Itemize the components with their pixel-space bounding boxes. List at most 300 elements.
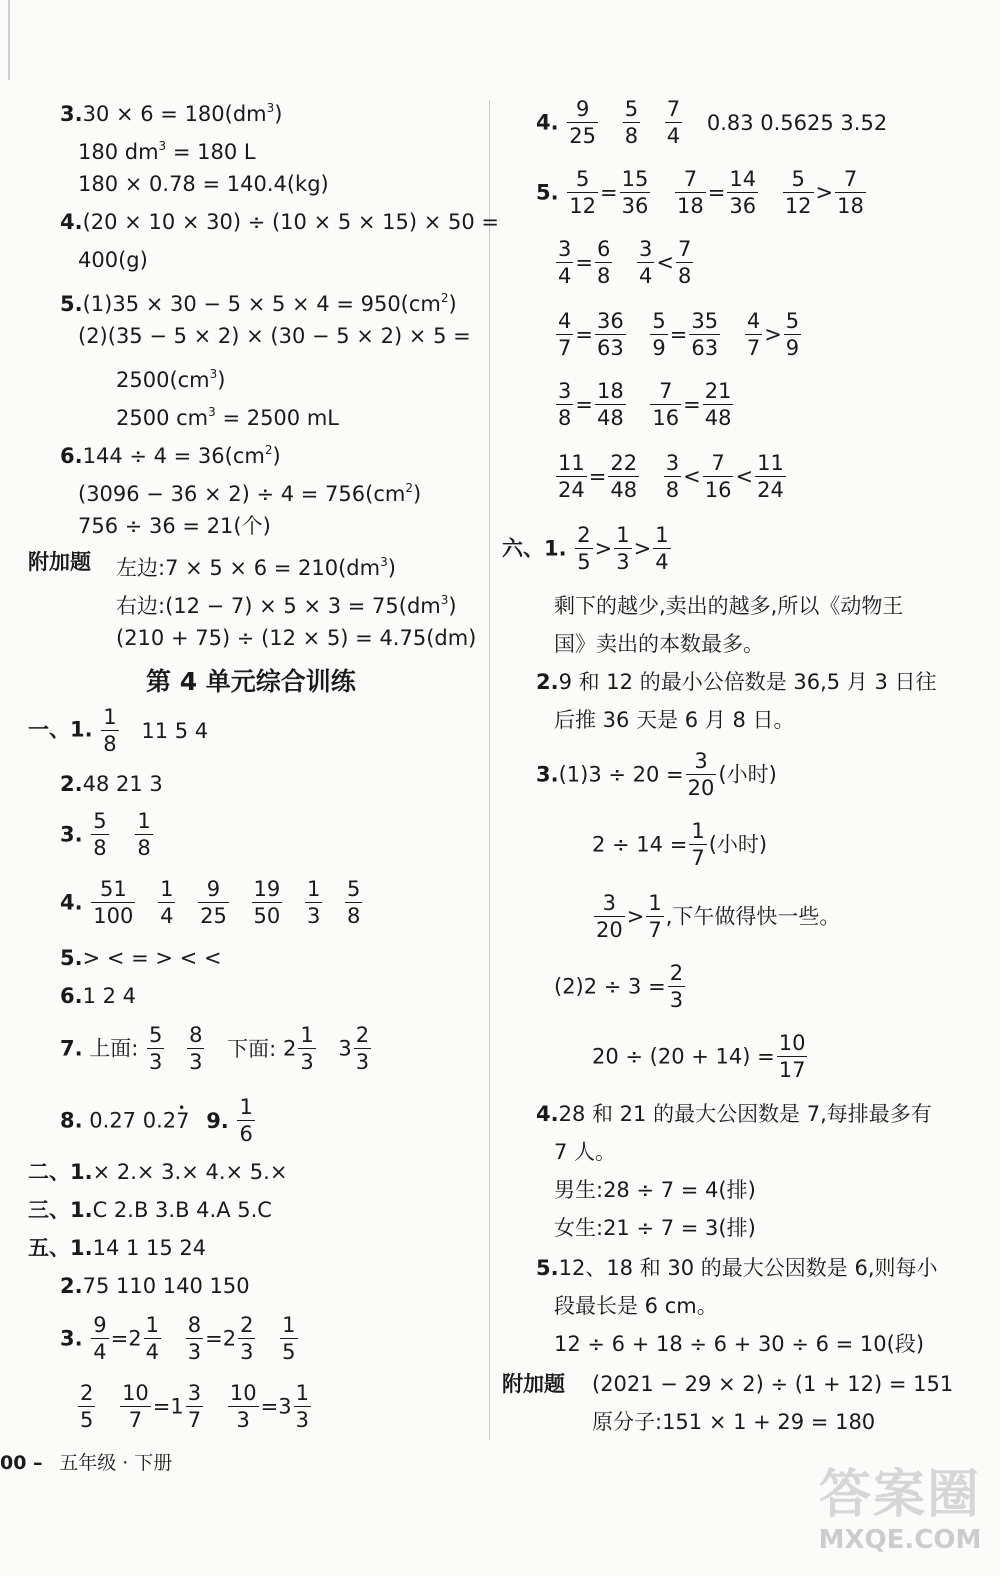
answer-text: 2 ÷ 14 = (592, 832, 688, 857)
fraction (567, 96, 598, 149)
numerator: 18 (596, 379, 624, 403)
superscript: 3 (266, 101, 275, 115)
mixed-number (128, 1312, 163, 1365)
watermark-url: MXQE.COM (818, 1525, 982, 1555)
fraction (556, 378, 573, 431)
item-number: 6. (60, 984, 83, 1008)
part-6-item-2-line-2: 后推 36 天是 6 月 8 日。 (554, 708, 795, 732)
item-number: 5. (536, 180, 559, 205)
answer-5-line-1 (60, 286, 457, 316)
answer-text: C 2.B 3.B 4.A 5.C (92, 1198, 272, 1222)
numerator: 5 (783, 166, 814, 193)
answer-r5-row-3 (554, 308, 803, 361)
mixed-number (223, 1312, 258, 1365)
denominator: 8 (93, 836, 107, 860)
item-number: 3. (536, 762, 559, 787)
answer-text: 28 和 21 的最大公因数是 7,每排最多有 (558, 1102, 932, 1126)
mixed-number (283, 1022, 318, 1075)
answer-text: (小时) (718, 762, 777, 787)
fraction (595, 378, 626, 431)
answer-r5-row-4 (554, 378, 735, 431)
equals-sign: = (575, 250, 593, 275)
numerator: 7 (666, 97, 681, 121)
answer-3-line-1 (60, 96, 282, 126)
answer-text: 30 × 6 = 180(dm (82, 102, 267, 126)
denominator: 4 (655, 550, 669, 574)
grade-label: 五年级 · 下册 (59, 1452, 173, 1474)
denominator: 4 (558, 264, 572, 288)
denominator: 4 (666, 124, 681, 148)
answer-text: 12、18 和 30 的最大公因数是 6,则每小 (558, 1256, 938, 1280)
numerator: 2 (577, 523, 591, 547)
watermark-logo: 答案圈 (818, 1465, 981, 1525)
numerator: 3 (686, 748, 717, 775)
denominator: 3 (240, 1340, 254, 1364)
numerator: 7 (835, 166, 866, 193)
fraction (703, 378, 734, 431)
denominator: 9 (785, 336, 800, 360)
column-divider (489, 100, 490, 1440)
answer-text: 180 dm (78, 140, 159, 164)
part-6-item-2-line-1 (536, 670, 937, 694)
fraction (755, 450, 786, 503)
answer-text: (小时) (708, 832, 768, 857)
fraction (623, 96, 640, 149)
superscript: 2 (264, 443, 273, 457)
part-6-item-1-text-2: 国》卖出的本数最多。 (554, 632, 764, 656)
denominator: 7 (746, 336, 761, 360)
answer-text: ) (274, 102, 283, 126)
numerator: 10 (229, 1381, 257, 1405)
part-1-item-1 (28, 704, 208, 757)
bonus-right-line-2: 原分子:151 × 1 + 29 = 180 (592, 1410, 876, 1434)
numerator: 14 (729, 167, 757, 191)
denominator: 18 (677, 194, 704, 218)
numerator: 2 (669, 961, 684, 985)
numerator: 5 (567, 166, 598, 193)
denominator: 8 (137, 836, 151, 860)
fraction (777, 1030, 808, 1083)
denominator: 100 (93, 904, 134, 928)
fraction (120, 1380, 151, 1433)
denominator: 4 (145, 1340, 160, 1364)
answer-4-line-1 (60, 210, 499, 234)
equals-sign: = (600, 180, 618, 205)
part-1-item-2 (60, 772, 163, 796)
denominator: 3 (669, 988, 684, 1012)
fraction (689, 818, 706, 871)
part-6-item-4-line-2: 7 人。 (554, 1140, 617, 1164)
item-number: 二、1. (28, 1160, 93, 1184)
part-1-item-4 (60, 876, 364, 929)
denominator: 7 (648, 918, 662, 942)
mixed-number (170, 1380, 205, 1433)
denominator: 3 (149, 1050, 163, 1074)
fraction (637, 236, 654, 289)
answer-r5-row-2 (554, 236, 695, 289)
item-number: 2. (60, 772, 83, 796)
numerator: 9 (93, 1313, 107, 1337)
fraction (294, 1380, 311, 1433)
numerator: 11 (558, 451, 585, 475)
answer-4-line-2: 400(g) (78, 248, 148, 272)
bonus-line-2 (116, 588, 457, 618)
denominator: 8 (103, 732, 117, 756)
repeating-digit: • 7 (176, 1109, 189, 1133)
fraction (305, 876, 322, 929)
numerator: 1 (648, 891, 662, 915)
numerator: 1 (295, 1381, 309, 1405)
answer-text: 上面: (89, 1036, 139, 1061)
answer-text: 左边:7 × 5 × 6 = 210(dm (116, 556, 381, 580)
item-number: 5. (536, 1256, 559, 1280)
numerator: 9 (567, 96, 598, 123)
equals-sign: = (205, 1326, 223, 1351)
equals-sign: = (152, 1394, 171, 1419)
equals-sign: = (110, 1326, 129, 1351)
numerator: 3 (665, 451, 680, 475)
denominator: 16 (704, 478, 732, 502)
page-footer (0, 1448, 172, 1475)
fraction (595, 308, 626, 361)
fraction (252, 876, 283, 929)
denominator: 7 (691, 846, 705, 870)
numerator: 1 (655, 523, 669, 547)
denominator: 20 (596, 918, 623, 942)
denominator: 3 (189, 1050, 203, 1074)
answer-text: ) (387, 556, 396, 580)
answer-r4 (536, 96, 887, 149)
denominator: 12 (784, 194, 812, 218)
numerator: 7 (703, 450, 734, 477)
part-6-item-4-line-1 (536, 1102, 932, 1126)
denominator: 8 (624, 124, 639, 148)
answer-5-line-4 (116, 400, 339, 430)
denominator: 7 (558, 336, 572, 360)
numerator: 3 (187, 1381, 202, 1405)
whole-part: 2 (282, 1036, 297, 1061)
denominator: 5 (577, 550, 591, 574)
denominator: 8 (596, 264, 611, 288)
numerator: 5 (624, 97, 639, 121)
fraction (91, 876, 135, 929)
part-6-item-5-line-2: 段最长是 6 cm。 (554, 1294, 718, 1318)
equals-sign: = (683, 392, 701, 417)
numerator: 5 (347, 877, 361, 901)
superscript: 3 (208, 405, 216, 419)
fraction (650, 308, 667, 361)
numerator: 8 (189, 1023, 203, 1047)
part-6-item-3-line-5 (592, 1030, 809, 1083)
answer-text: 1 2 4 (82, 984, 137, 1008)
denominator: 25 (200, 904, 227, 928)
item-number: 4. (60, 890, 83, 915)
numerator: 1 (103, 705, 117, 729)
answer-6-line-1 (60, 438, 281, 468)
numerator: 36 (596, 309, 624, 333)
answer-text: (2)2 ÷ 3 = (554, 974, 666, 999)
equals-sign: = (669, 322, 688, 347)
denominator: 20 (687, 776, 715, 800)
bonus-right-line-1: (2021 − 29 × 2) ÷ (1 + 12) = 151 (592, 1372, 954, 1396)
part-6-item-1-text-1: 剩下的越少,卖出的越多,所以《动物王 (554, 594, 904, 618)
denominator: 18 (837, 194, 864, 218)
item-number: 3. (60, 102, 83, 126)
fraction (228, 1380, 259, 1433)
item-number: 2. (60, 1274, 83, 1298)
answer-text: 48 21 3 (82, 772, 163, 796)
bonus-line-1 (116, 550, 396, 580)
answer-text: (1)35 × 30 − 5 × 5 × 4 = 950(cm (82, 292, 441, 316)
fraction (298, 1022, 315, 1075)
denominator: 8 (665, 478, 680, 502)
numerator: 5 (93, 809, 107, 833)
answer-text: (1)3 ÷ 20 = (558, 762, 684, 787)
numerator: 5 (652, 309, 666, 333)
numerator: 7 (678, 237, 692, 261)
mixed-number (278, 1380, 313, 1433)
answer-text: = 180 L (166, 140, 256, 164)
answer-text: 下面: (227, 1036, 277, 1061)
fraction (665, 96, 682, 149)
answer-5-line-3 (116, 362, 225, 392)
part-6-item-3-line-1 (536, 748, 777, 801)
less-sign: < (656, 250, 675, 275)
denominator: 48 (596, 406, 624, 430)
fraction (556, 236, 573, 289)
answer-text: ) (412, 482, 422, 506)
answer-3-line-2 (78, 134, 256, 164)
denominator: 3 (295, 1408, 309, 1432)
answer-6-line-3: 756 ÷ 36 = 21(个) (78, 514, 271, 538)
answer-text: 14 1 15 24 (92, 1236, 207, 1260)
numerator: 19 (253, 877, 281, 901)
numerator: 4 (558, 309, 572, 333)
part-5-item-3-row-1 (60, 1312, 300, 1365)
part-1-item-8-9 (60, 1094, 257, 1147)
answer-text: 11 5 4 (141, 718, 209, 743)
answer-text: ) (448, 594, 457, 618)
part-6-item-1 (502, 522, 673, 575)
numerator: 1 (300, 1023, 314, 1047)
answer-text: 144 ÷ 4 = 36(cm (82, 444, 265, 468)
numerator: 51 (91, 876, 135, 903)
denominator: 12 (569, 194, 597, 218)
numerator: 5 (149, 1023, 163, 1047)
answer-r5-row-1 (536, 166, 868, 219)
numerator: 1 (691, 819, 705, 843)
fraction (567, 166, 598, 219)
fraction (646, 890, 663, 943)
answer-text: 2500 cm (116, 406, 209, 430)
superscript: 2 (405, 481, 413, 495)
numerator: 1 (306, 877, 321, 901)
part-6-item-5-line-1 (536, 1256, 938, 1280)
item-number: 六、1. (502, 536, 567, 561)
greater-sign: > (594, 536, 613, 561)
numerator: 1 (137, 809, 151, 833)
answer-text: 75 110 140 150 (82, 1274, 250, 1298)
item-number: 5. (60, 946, 83, 970)
numerator: 2 (80, 1381, 94, 1405)
whole-part: 1 (170, 1394, 184, 1419)
answer-3-line-3: 180 × 0.78 = 140.4(kg) (78, 172, 329, 196)
numerator: 1 (145, 1313, 160, 1337)
greater-sign: > (633, 536, 652, 561)
bonus-label-right: 附加题 (502, 1372, 565, 1396)
part-1-item-6 (60, 984, 136, 1008)
denominator: 63 (691, 336, 719, 360)
denominator: 3 (300, 1050, 314, 1074)
numerator: 10 (778, 1031, 806, 1055)
numerator: 1 (160, 877, 174, 901)
denominator: 48 (704, 406, 732, 430)
item-number: 2. (536, 670, 559, 694)
greater-sign: > (764, 322, 782, 347)
bonus-label: 附加题 (28, 550, 91, 574)
numerator: 2 (240, 1313, 254, 1337)
fraction (835, 166, 866, 219)
answer-6-line-2 (78, 476, 421, 506)
superscript: 3 (209, 367, 218, 381)
denominator: 24 (757, 478, 784, 502)
whole-part: 2 (222, 1326, 237, 1351)
denominator: 5 (282, 1340, 296, 1364)
equals-sign: = (588, 464, 607, 489)
numerator: 5 (785, 309, 800, 333)
fraction (78, 1380, 95, 1433)
numerator: 1 (239, 1095, 253, 1119)
superscript: 3 (440, 593, 449, 607)
superscript: 3 (380, 555, 388, 569)
part-6-item-3-line-4 (554, 960, 687, 1013)
part-6-item-5-line-3: 12 ÷ 6 + 18 ÷ 6 + 30 ÷ 6 = 10(段) (554, 1332, 925, 1356)
fraction (91, 808, 108, 861)
answer-text: (3096 − 36 × 2) ÷ 4 = 756(cm (78, 482, 406, 506)
fraction (783, 166, 814, 219)
answer-text: ) (448, 292, 457, 316)
fraction (345, 876, 362, 929)
part-5-item-1 (28, 1236, 206, 1260)
item-number: 6. (60, 444, 83, 468)
answer-r5-row-5 (554, 450, 788, 503)
fraction (556, 450, 587, 503)
whole-part: 3 (338, 1036, 352, 1061)
fraction (689, 308, 720, 361)
item-number: 4. (60, 210, 83, 234)
denominator: 63 (596, 336, 624, 360)
item-number: 一、1. (28, 717, 93, 742)
superscript: 2 (440, 291, 449, 305)
numerator: 9 (198, 876, 229, 903)
fraction (280, 1312, 297, 1365)
numerator: 2 (355, 1023, 370, 1047)
denominator: 4 (93, 1340, 107, 1364)
item-number: 5. (60, 292, 83, 316)
item-number: 三、1. (28, 1198, 93, 1222)
numerator: 7 (675, 166, 706, 193)
greater-sign: > (815, 180, 834, 205)
part-1-item-5 (60, 946, 222, 970)
fraction (664, 450, 681, 503)
fraction (614, 522, 631, 575)
numerator: 21 (704, 379, 732, 403)
fraction (556, 308, 573, 361)
numerator: 6 (596, 237, 611, 261)
denominator: 3 (616, 550, 630, 574)
answer-text: ) (217, 368, 226, 392)
fraction (784, 308, 801, 361)
item-number: 8. (60, 1108, 83, 1133)
answer-text: 9 和 12 的最小公倍数是 36,5 月 3 日往 (558, 670, 937, 694)
watermark (810, 1465, 990, 1575)
item-number: 9. (206, 1108, 229, 1133)
answer-text: > < = > < < (82, 946, 222, 970)
numerator: 10 (122, 1381, 149, 1405)
denominator: 8 (558, 406, 572, 430)
item-number: 3. (60, 1326, 83, 1351)
denominator: 3 (306, 904, 321, 928)
numerator: 11 (757, 451, 784, 475)
fraction (653, 522, 670, 575)
fraction (135, 808, 152, 861)
numerator: 3 (558, 379, 572, 403)
fraction (727, 166, 758, 219)
fraction (187, 1022, 204, 1075)
fraction (237, 1094, 254, 1147)
fraction (101, 704, 118, 757)
fraction (354, 1022, 371, 1075)
fraction (620, 166, 651, 219)
item-number: 4. (536, 1102, 559, 1126)
less-sign: < (683, 464, 701, 489)
answer-text: (20 × 10 × 30) ÷ (10 × 5 × 15) × 50 = (82, 210, 500, 234)
part-6-item-3-line-3 (592, 890, 840, 943)
less-sign: < (735, 464, 754, 489)
answer-text: 2500(cm (116, 368, 210, 392)
denominator: 8 (678, 264, 692, 288)
item-number: 4. (536, 110, 559, 135)
part-5-item-3-row-2 (76, 1380, 313, 1433)
denominator: 25 (569, 124, 597, 148)
fraction (703, 450, 734, 503)
equals-sign: = (260, 1394, 279, 1419)
numerator: 7 (650, 378, 681, 405)
answer-text: × 2.× 3.× 4.× 5.× (92, 1160, 288, 1184)
denominator: 7 (128, 1408, 143, 1432)
denominator: 9 (652, 336, 666, 360)
denominator: 50 (253, 904, 281, 928)
page-edge-line (8, 0, 10, 80)
fraction (608, 450, 639, 503)
fraction (668, 960, 685, 1013)
part-6-item-4-line-3: 男生:28 ÷ 7 = 4(排) (554, 1178, 756, 1202)
part-2-answers (28, 1160, 287, 1184)
denominator: 16 (652, 406, 680, 430)
denominator: 3 (355, 1050, 370, 1074)
numerator: 1 (282, 1313, 296, 1337)
fraction (91, 1312, 108, 1365)
part-6-item-4-line-4: 女生:21 ÷ 7 = 3(排) (554, 1216, 756, 1240)
answer-text: 0.83 0.5625 3.52 (706, 110, 888, 135)
numerator: 1 (616, 523, 630, 547)
denominator: 6 (239, 1122, 253, 1146)
fraction (675, 166, 706, 219)
part-6-item-3-line-2 (592, 818, 767, 871)
denominator: 4 (160, 904, 174, 928)
section-heading: 第 4 单元综合训练 (146, 667, 356, 696)
answer-5-line-2: (2)(35 − 5 × 2) × (30 − 5 × 2) × 5 = (78, 324, 471, 348)
